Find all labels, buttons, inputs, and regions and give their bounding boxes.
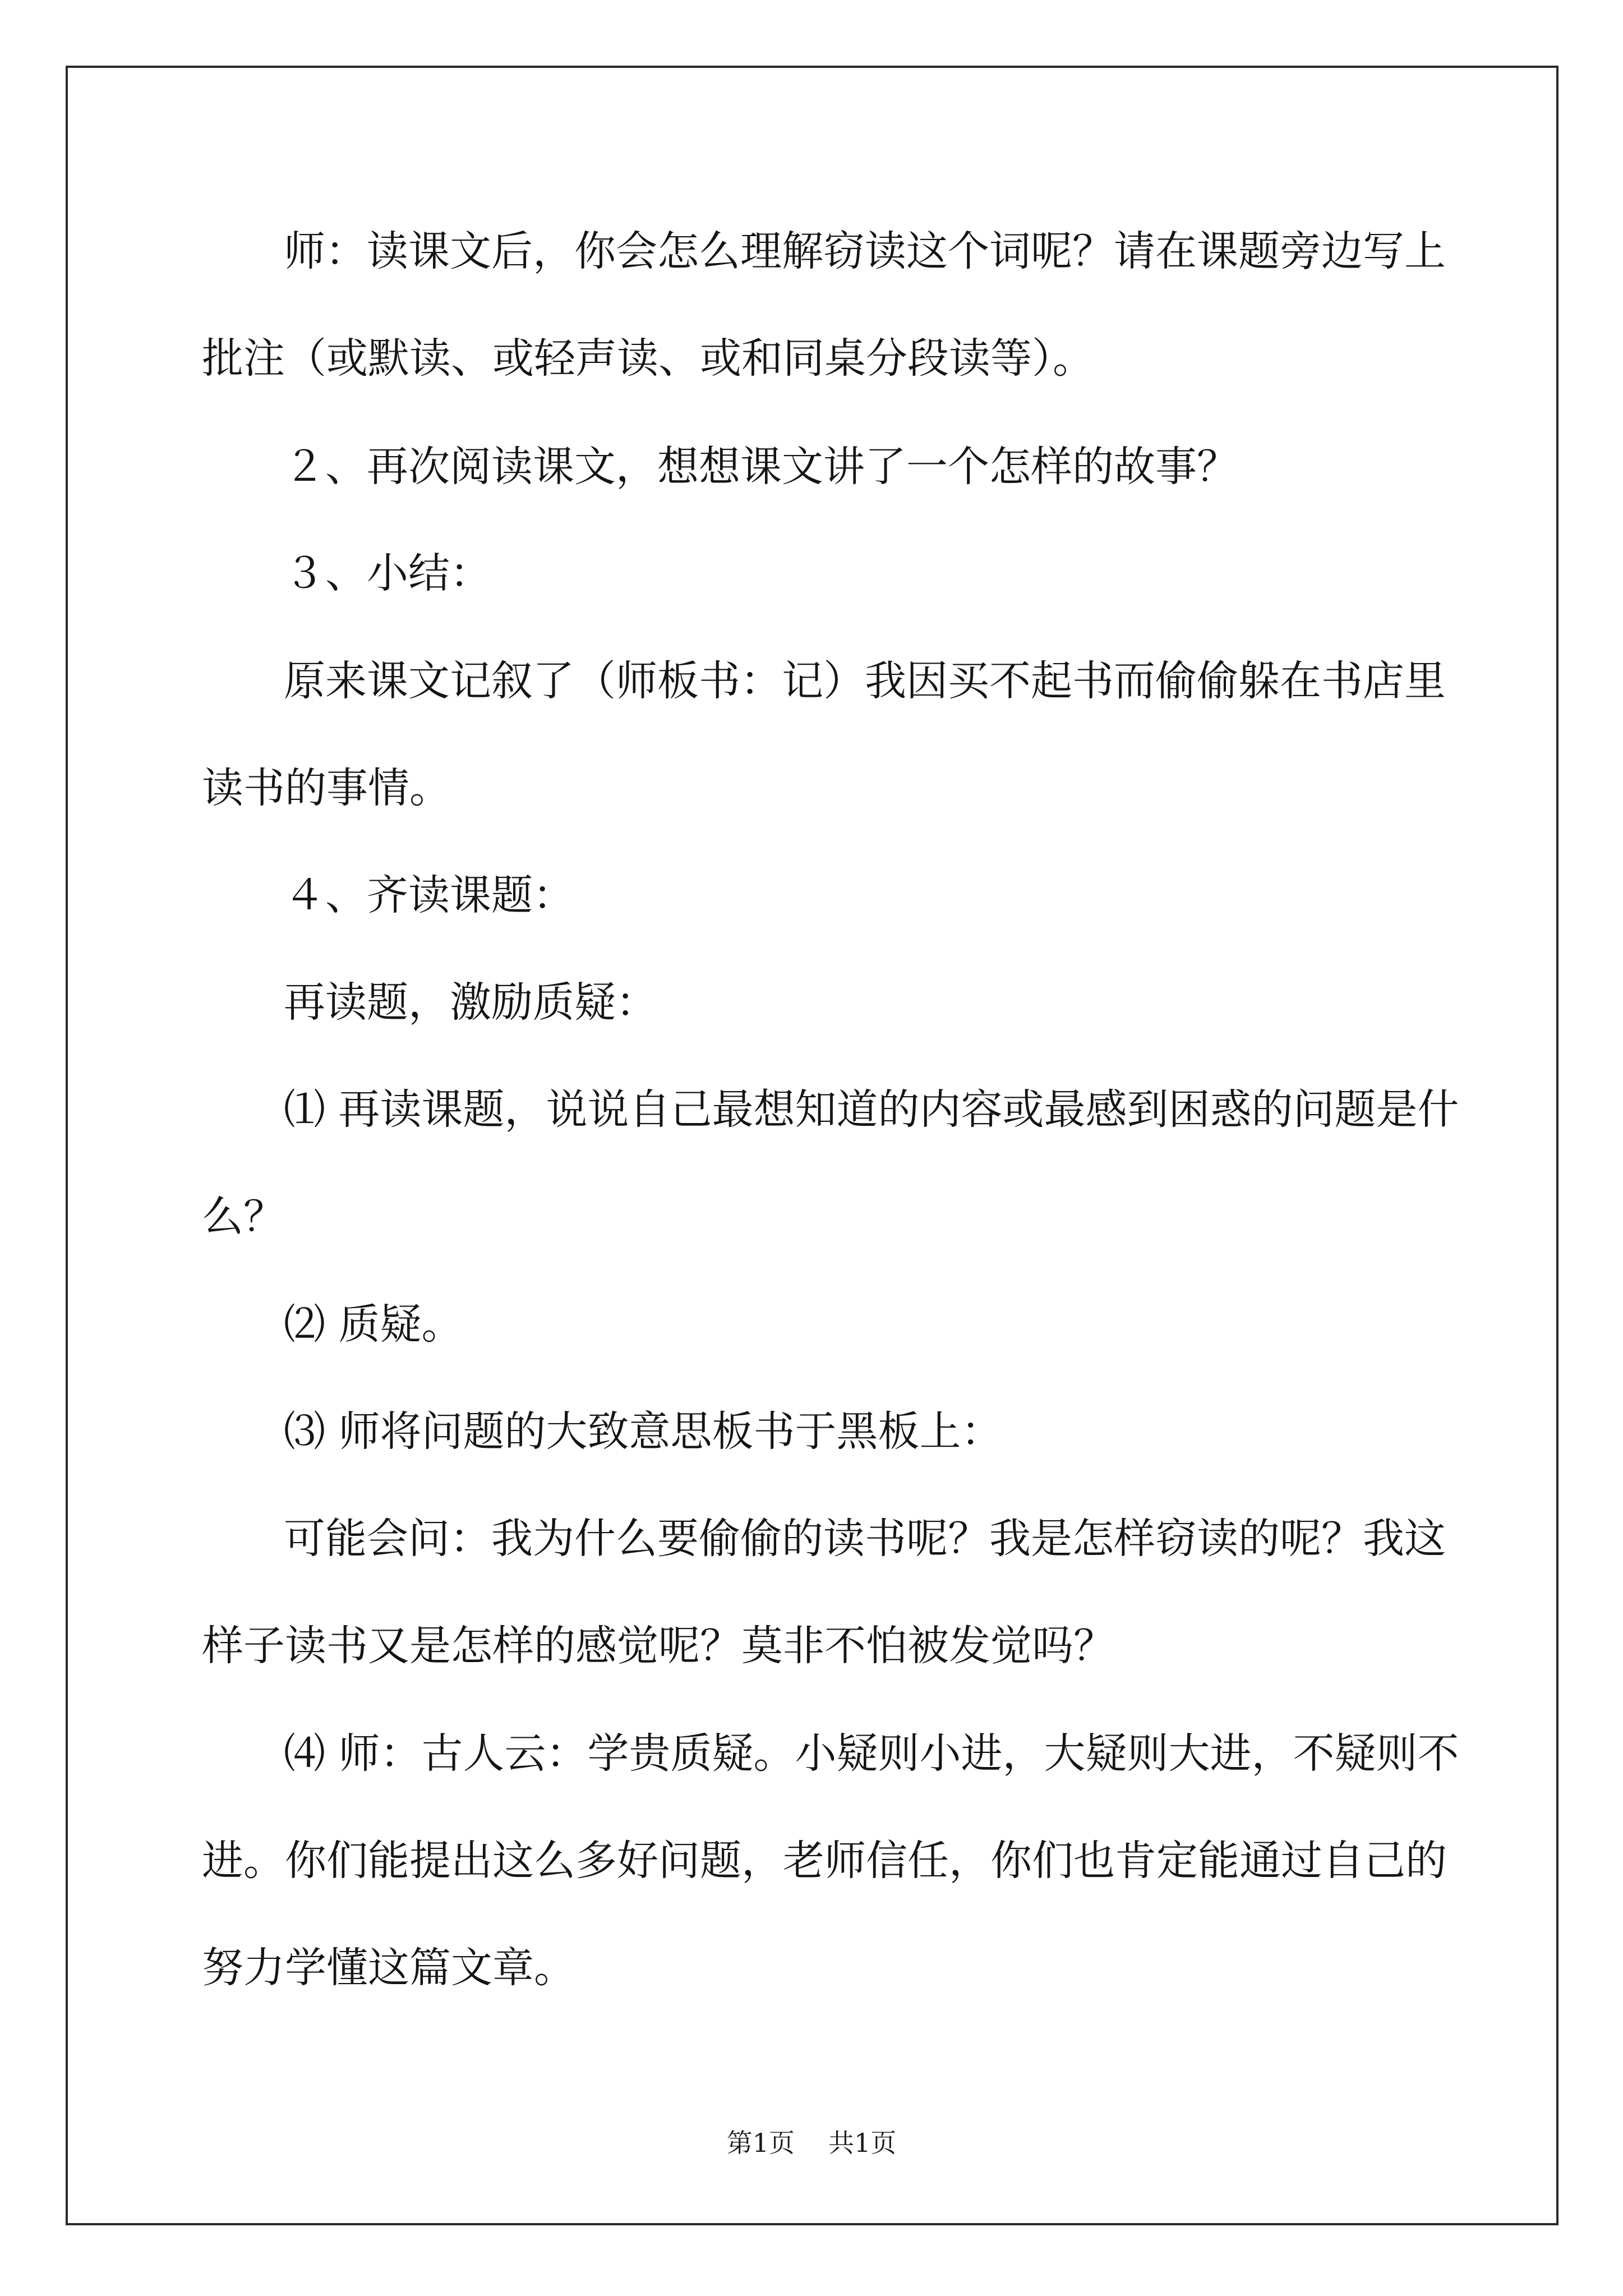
paragraph-line: ⑶ 师将问题的大致意思板书于黑板上： <box>284 1407 1003 1456</box>
paragraph-line: 批注（或默读、或轻声读、或和同桌分段读等）。 <box>202 334 1094 383</box>
paragraph-line: 进。你们能提出这么多好问题，老师信任，你们也肯定能通过自己的 <box>202 1837 1447 1885</box>
paragraph-line: 师：读课文后，你会怎么理解窃读这个词呢？请在课题旁边写上 <box>284 227 1446 275</box>
paragraph-line: ⑴ 再读课题，说说自己最想知道的内容或最感到困惑的问题是什 <box>284 1085 1459 1134</box>
total-page-count: 共1页 <box>828 2128 897 2158</box>
paragraph-line: ４、齐读课题： <box>284 871 574 919</box>
current-page-number: 第1页 <box>726 2128 795 2158</box>
page-footer <box>0 2126 1623 2160</box>
paragraph-line: 样子读书又是怎样的感觉呢？莫非不怕被发觉吗？ <box>202 1622 1115 1670</box>
paragraph-line: ⑵ 质疑。 <box>284 1300 463 1349</box>
paragraph-line: 努力学懂这篇文章。 <box>202 1944 575 1992</box>
paragraph-line: ３、小结： <box>284 549 491 597</box>
paragraph-line: 可能会问：我为什么要偷偷的读书呢？我是怎样窃读的呢？我这 <box>284 1515 1446 1563</box>
paragraph-line: ２、再次阅读课文，想想课文讲了一个怎样的故事？ <box>284 443 1238 491</box>
paragraph-line: 再读题，激励质疑： <box>284 978 657 1027</box>
paragraph-line: ⑷ 师：古人云：学贵质疑。小疑则小进，大疑则大进，不疑则不 <box>284 1729 1459 1778</box>
paragraph-line: 原来课文记叙了（师板书：记）我因买不起书而偷偷躲在书店里 <box>284 657 1446 705</box>
page-border <box>66 66 1559 2225</box>
paragraph-line: 读书的事情。 <box>202 764 451 812</box>
paragraph-line: 么？ <box>202 1193 285 1241</box>
